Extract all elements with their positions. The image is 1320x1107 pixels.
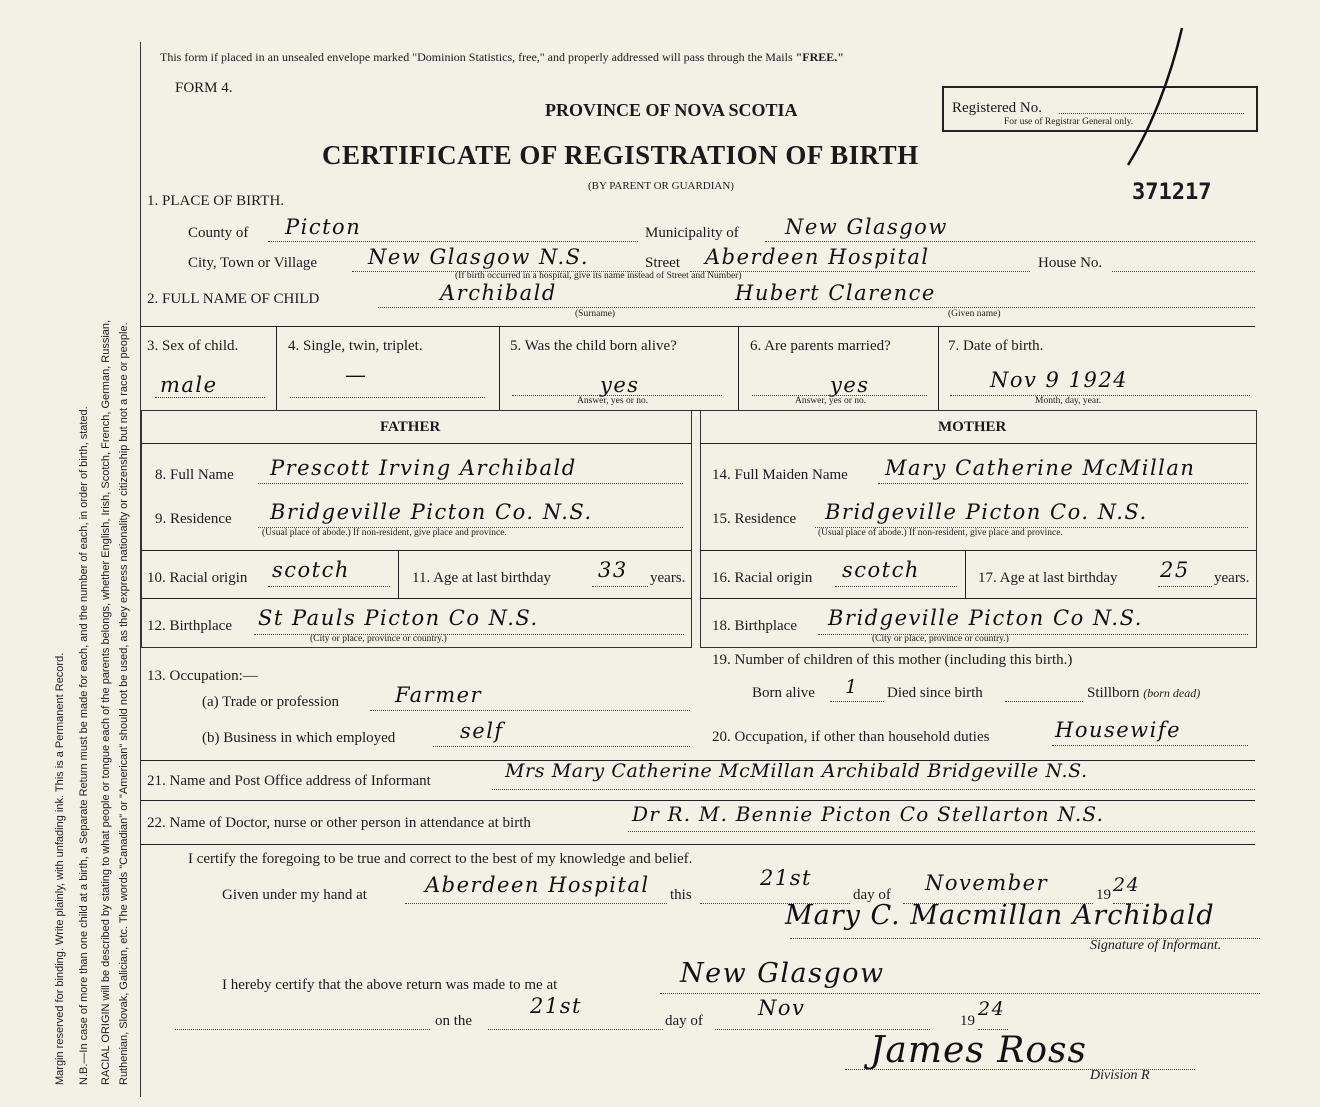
mother-age-value: 25 [1160,558,1190,582]
province-title: PROVINCE OF NOVA SCOTIA [545,100,798,120]
registered-label: Registered No. [952,100,1042,116]
plurality-line [290,396,485,398]
registrar-signature: James Ross [870,1030,1087,1071]
father-name-line [258,482,683,484]
city-value: New Glasgow N.S. [368,245,589,269]
informant-label: 21. Name and Post Office address of Informant [147,773,431,789]
signature-caption: Signature of Informant. [1090,938,1222,953]
grid-divider-4 [938,326,939,410]
mother-birthplace-label: 18. Birthplace [712,618,797,634]
county-value: Picton [285,215,362,239]
born-alive-label: 5. Was the child born alive? [510,338,677,354]
registrar-statement: I hereby certify that the above return was made to me at [222,977,558,993]
born-alive-count-value: 1 [845,676,859,698]
mother-row-rule-1 [700,550,1256,551]
grid-top-line [141,326,1255,327]
mother-race-label: 16. Racial origin [712,570,813,586]
parents-married-value: yes [830,373,870,397]
house-number-label: House No. [1038,255,1103,271]
died-since-birth-label: Died since birth [887,685,983,701]
registrar-lead-line [175,1028,430,1030]
father-trade-value: Farmer [395,683,483,707]
surname-caption: (Surname) [575,309,616,319]
registration-number: 371217 [1132,180,1212,205]
father-name-label: 8. Full Name [155,467,234,483]
father-trade-line [370,709,690,711]
place-of-birth-heading: 1. PLACE OF BIRTH. [147,193,285,209]
born-alive-value: yes [600,373,640,397]
certificate-title: CERTIFICATE OF REGISTRATION OF BIRTH [322,140,919,170]
date-of-birth-caption: Month, day, year. [1035,396,1102,406]
mother-age-divider [965,550,966,598]
informant-value: Mrs Mary Catherine McMillan Archibald Bridgeville N.S. [505,760,1088,782]
mother-years-label: years. [1214,570,1250,586]
given-day-value: 21st [760,866,812,890]
racial-origin-note-2: Ruthenian, Slovak, Galician, etc. The words "Canadian" or "American" should not be used, as they express nationality or citizenship but not a race or people. [118,322,130,1085]
father-birthplace-caption: (City or place, province or country.) [310,634,447,644]
father-race-value: scotch [272,558,350,582]
registrar-day-line [488,1028,663,1030]
mother-heading-rule [700,443,1256,444]
division-registrar-caption: Division R [1090,1068,1150,1083]
stillborn-label: Stillborn (born dead) [1087,685,1201,701]
municipality-value: New Glasgow [785,215,948,239]
informant-signature: Mary C. Macmillan Archibald [785,900,1215,931]
mother-name-label: 14. Full Maiden Name [712,467,848,483]
grid-divider-2 [499,326,500,410]
doctor-bottom-rule [141,844,1255,845]
registrar-month-value: Nov [758,996,806,1020]
mother-occupation-value: Housewife [1055,718,1182,742]
child-surname: Archibald [440,281,557,305]
registrar-year-prefix: 19 [960,1013,975,1029]
born-alive-count-line [830,700,884,702]
registrar-note: For use of Registrar General only. [1004,117,1134,127]
father-birthplace-label: 12. Birthplace [147,618,232,634]
registrar-year-value: 24 [978,998,1006,1020]
house-number-line [1112,270,1255,272]
form-number: FORM 4. [175,80,233,96]
registrar-place-value: New Glasgow [680,958,885,989]
parents-married-label: 6. Are parents married? [750,338,891,354]
county-label: County of [188,225,249,241]
mother-heading: MOTHER [938,419,1007,435]
racial-origin-note-1: RACIAL ORIGIN will be described by stating to what people or tongue each of the parents belongs, whether English, Irish, Scotch, French, German, Russian, [100,319,112,1085]
mother-age-line [1158,585,1212,587]
municipality-label: Municipality of [645,225,739,241]
registered-box [942,86,1258,132]
father-business-label: (b) Business in which employed [202,730,396,746]
father-race-label: 10. Racial origin [147,570,248,586]
mother-birthplace-value: Bridgeville Picton Co N.S. [828,606,1143,630]
given-year-prefix: 19 [1096,887,1111,903]
hospital-note: (If birth occurred in a hospital, give its name instead of Street and Number) [455,271,742,281]
father-row-rule-2 [141,598,691,599]
sex-value: male [160,373,218,397]
child-name-label: 2. FULL NAME OF CHILD [147,291,320,307]
date-of-birth-label: 7. Date of birth. [948,338,1044,354]
given-name-caption: (Given name) [948,309,1001,319]
father-heading: FATHER [380,419,441,435]
mother-children-label: 19. Number of children of this mother (including this birth.) [712,652,1073,668]
given-under-hand-label: Given under my hand at [222,887,367,903]
given-year-value: 24 [1113,874,1141,896]
mother-race-line [835,585,957,587]
father-residence-label: 9. Residence [155,511,232,527]
mother-occupation-line [1052,744,1248,746]
margin-note: Margin reserved for binding. Write plainly, with unfading ink. This is a Permanent Record. [54,652,66,1085]
mother-race-value: scotch [842,558,920,582]
mother-residence-value: Bridgeville Picton Co. N.S. [825,500,1148,524]
grid-divider-1 [276,326,277,410]
child-name-line [378,306,1255,308]
mail-notice: This form if placed in an unsealed envelope marked "Dominion Statistics, free," and properly addressed will pass through the Mails "FREE." [160,50,844,64]
given-day-of-label: day of [853,887,891,903]
father-heading-rule [141,443,691,444]
registrar-day-of-label: day of [665,1013,703,1029]
father-age-label: 11. Age at last birthday [412,570,551,586]
father-occupation-label: 13. Occupation:— [147,668,258,684]
father-business-line [433,745,690,747]
registrar-day-value: 21st [530,994,582,1018]
grid-divider-3 [738,326,739,410]
father-age-divider [398,550,399,598]
father-age-value: 33 [598,558,628,582]
doctor-line [628,830,1255,832]
father-residence-caption: (Usual place of abode.) If non-resident, give place and province. [262,528,507,538]
street-label: Street [645,255,680,271]
doctor-label: 22. Name of Doctor, nurse or other person in attendance at birth [147,815,531,831]
father-name-value: Prescott Irving Archibald [270,456,577,480]
given-month-value: November [925,871,1049,895]
sex-line [155,396,265,398]
father-business-value: self [460,719,504,743]
mother-residence-label: 15. Residence [712,511,797,527]
given-this-label: this [670,887,692,903]
municipality-line [765,240,1255,242]
child-given-name: Hubert Clarence [735,281,936,305]
county-line [268,240,638,242]
father-residence-value: Bridgeville Picton Co. N.S. [270,500,593,524]
father-row-rule-1 [141,550,691,551]
mother-age-label: 17. Age at last birthday [978,570,1118,586]
parents-married-caption: Answer, yes or no. [795,396,867,406]
nb-note: N.B.—In case of more than one child at a birth, a Separate Return must be made for each, and the number of each, in order of birth, stated. [78,406,90,1085]
sex-label: 3. Sex of child. [147,338,239,354]
plurality-label: 4. Single, twin, triplet. [288,338,423,354]
registrar-check-mark [1110,20,1200,170]
registrar-place-line [660,992,1260,994]
mother-name-line [878,482,1248,484]
died-since-birth-line [1005,700,1083,702]
given-place-value: Aberdeen Hospital [425,873,650,897]
mother-row-rule-2 [700,598,1256,599]
certify-statement: I certify the foregoing to be true and correct to the best of my knowledge and belief. [188,851,693,867]
doctor-top-rule [141,800,1255,801]
date-of-birth-value: Nov 9 1924 [990,368,1129,392]
father-race-line [268,585,390,587]
mother-residence-caption: (Usual place of abode.) If non-resident, give place and province. [818,528,1063,538]
registrar-on-the-label: on the [435,1013,473,1029]
mother-name-value: Mary Catherine McMillan [885,456,1196,480]
informant-line [492,788,1255,790]
plurality-value: — [345,363,368,387]
father-birthplace-value: St Pauls Picton Co N.S. [258,606,539,630]
born-alive-count-label: Born alive [752,685,815,701]
father-years-label: years. [650,570,686,586]
doctor-value: Dr R. M. Bennie Picton Co Stellarton N.S. [632,802,1105,826]
city-label: City, Town or Village [188,255,318,271]
mother-birthplace-caption: (City or place, province or country.) [872,634,1009,644]
father-trade-label: (a) Trade or profession [202,694,340,710]
mother-occupation-label: 20. Occupation, if other than household duties [712,729,990,745]
street-value: Aberdeen Hospital [705,245,930,269]
given-place-line [405,902,667,904]
certificate-subtitle: (BY PARENT OR GUARDIAN) [588,180,734,192]
born-alive-caption: Answer, yes or no. [577,396,649,406]
father-age-line [592,585,648,587]
